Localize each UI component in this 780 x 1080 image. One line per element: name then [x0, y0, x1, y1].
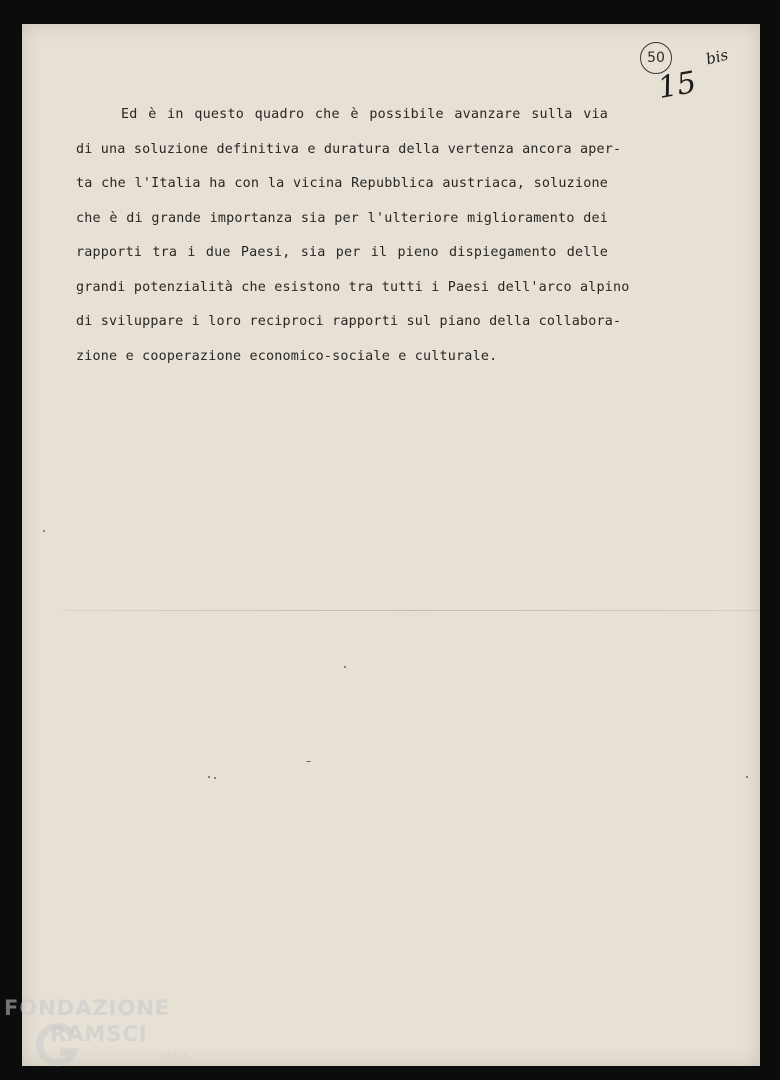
paragraph-line: di sviluppare i loro reciproci rapporti sul piano della collabora-	[76, 314, 622, 329]
paragraph-line: di una soluzione definitiva e duratura della vertenza ancora aper-	[76, 141, 622, 157]
paper-speck	[746, 776, 748, 778]
typed-paragraph	[76, 98, 630, 374]
paragraph-line: ta che l'Italia ha con la vicina Repubblica austriaca, soluzione	[76, 176, 608, 191]
handwritten-page-number: 15	[655, 64, 699, 107]
watermark-line-1: FONDAZIONE	[4, 996, 171, 1020]
paper-speck	[306, 761, 311, 762]
paper-speck	[208, 776, 210, 778]
paragraph-line: rapporti tra i due Paesi, sia per il pieno dispiegamento delle	[76, 245, 608, 260]
paragraph-line: grandi potenzialità che esistono tra tutti i Paesi dell'arco alpino	[76, 279, 630, 295]
paper-fold-line	[62, 610, 760, 611]
paper-speck	[344, 666, 346, 668]
paper-sheet	[22, 24, 760, 1066]
paragraph-line: che è di grande importanza sia per l'ulteriore miglioramento dei	[76, 210, 608, 226]
paper-speck	[214, 777, 216, 779]
circled-page-number: 50	[640, 42, 672, 74]
paragraph-line: zione e cooperazione economico-sociale e culturale.	[76, 348, 498, 364]
watermark-line-3: onlus	[160, 1048, 190, 1061]
paper-speck	[43, 530, 45, 532]
watermark-line-2: RAMSCI	[50, 1022, 148, 1046]
fondazione-gramsci-watermark	[4, 994, 194, 1074]
handwritten-superscript: bis	[704, 45, 730, 69]
paragraph-line: Ed è in questo quadro che è possibile avanzare sulla via	[121, 107, 608, 122]
